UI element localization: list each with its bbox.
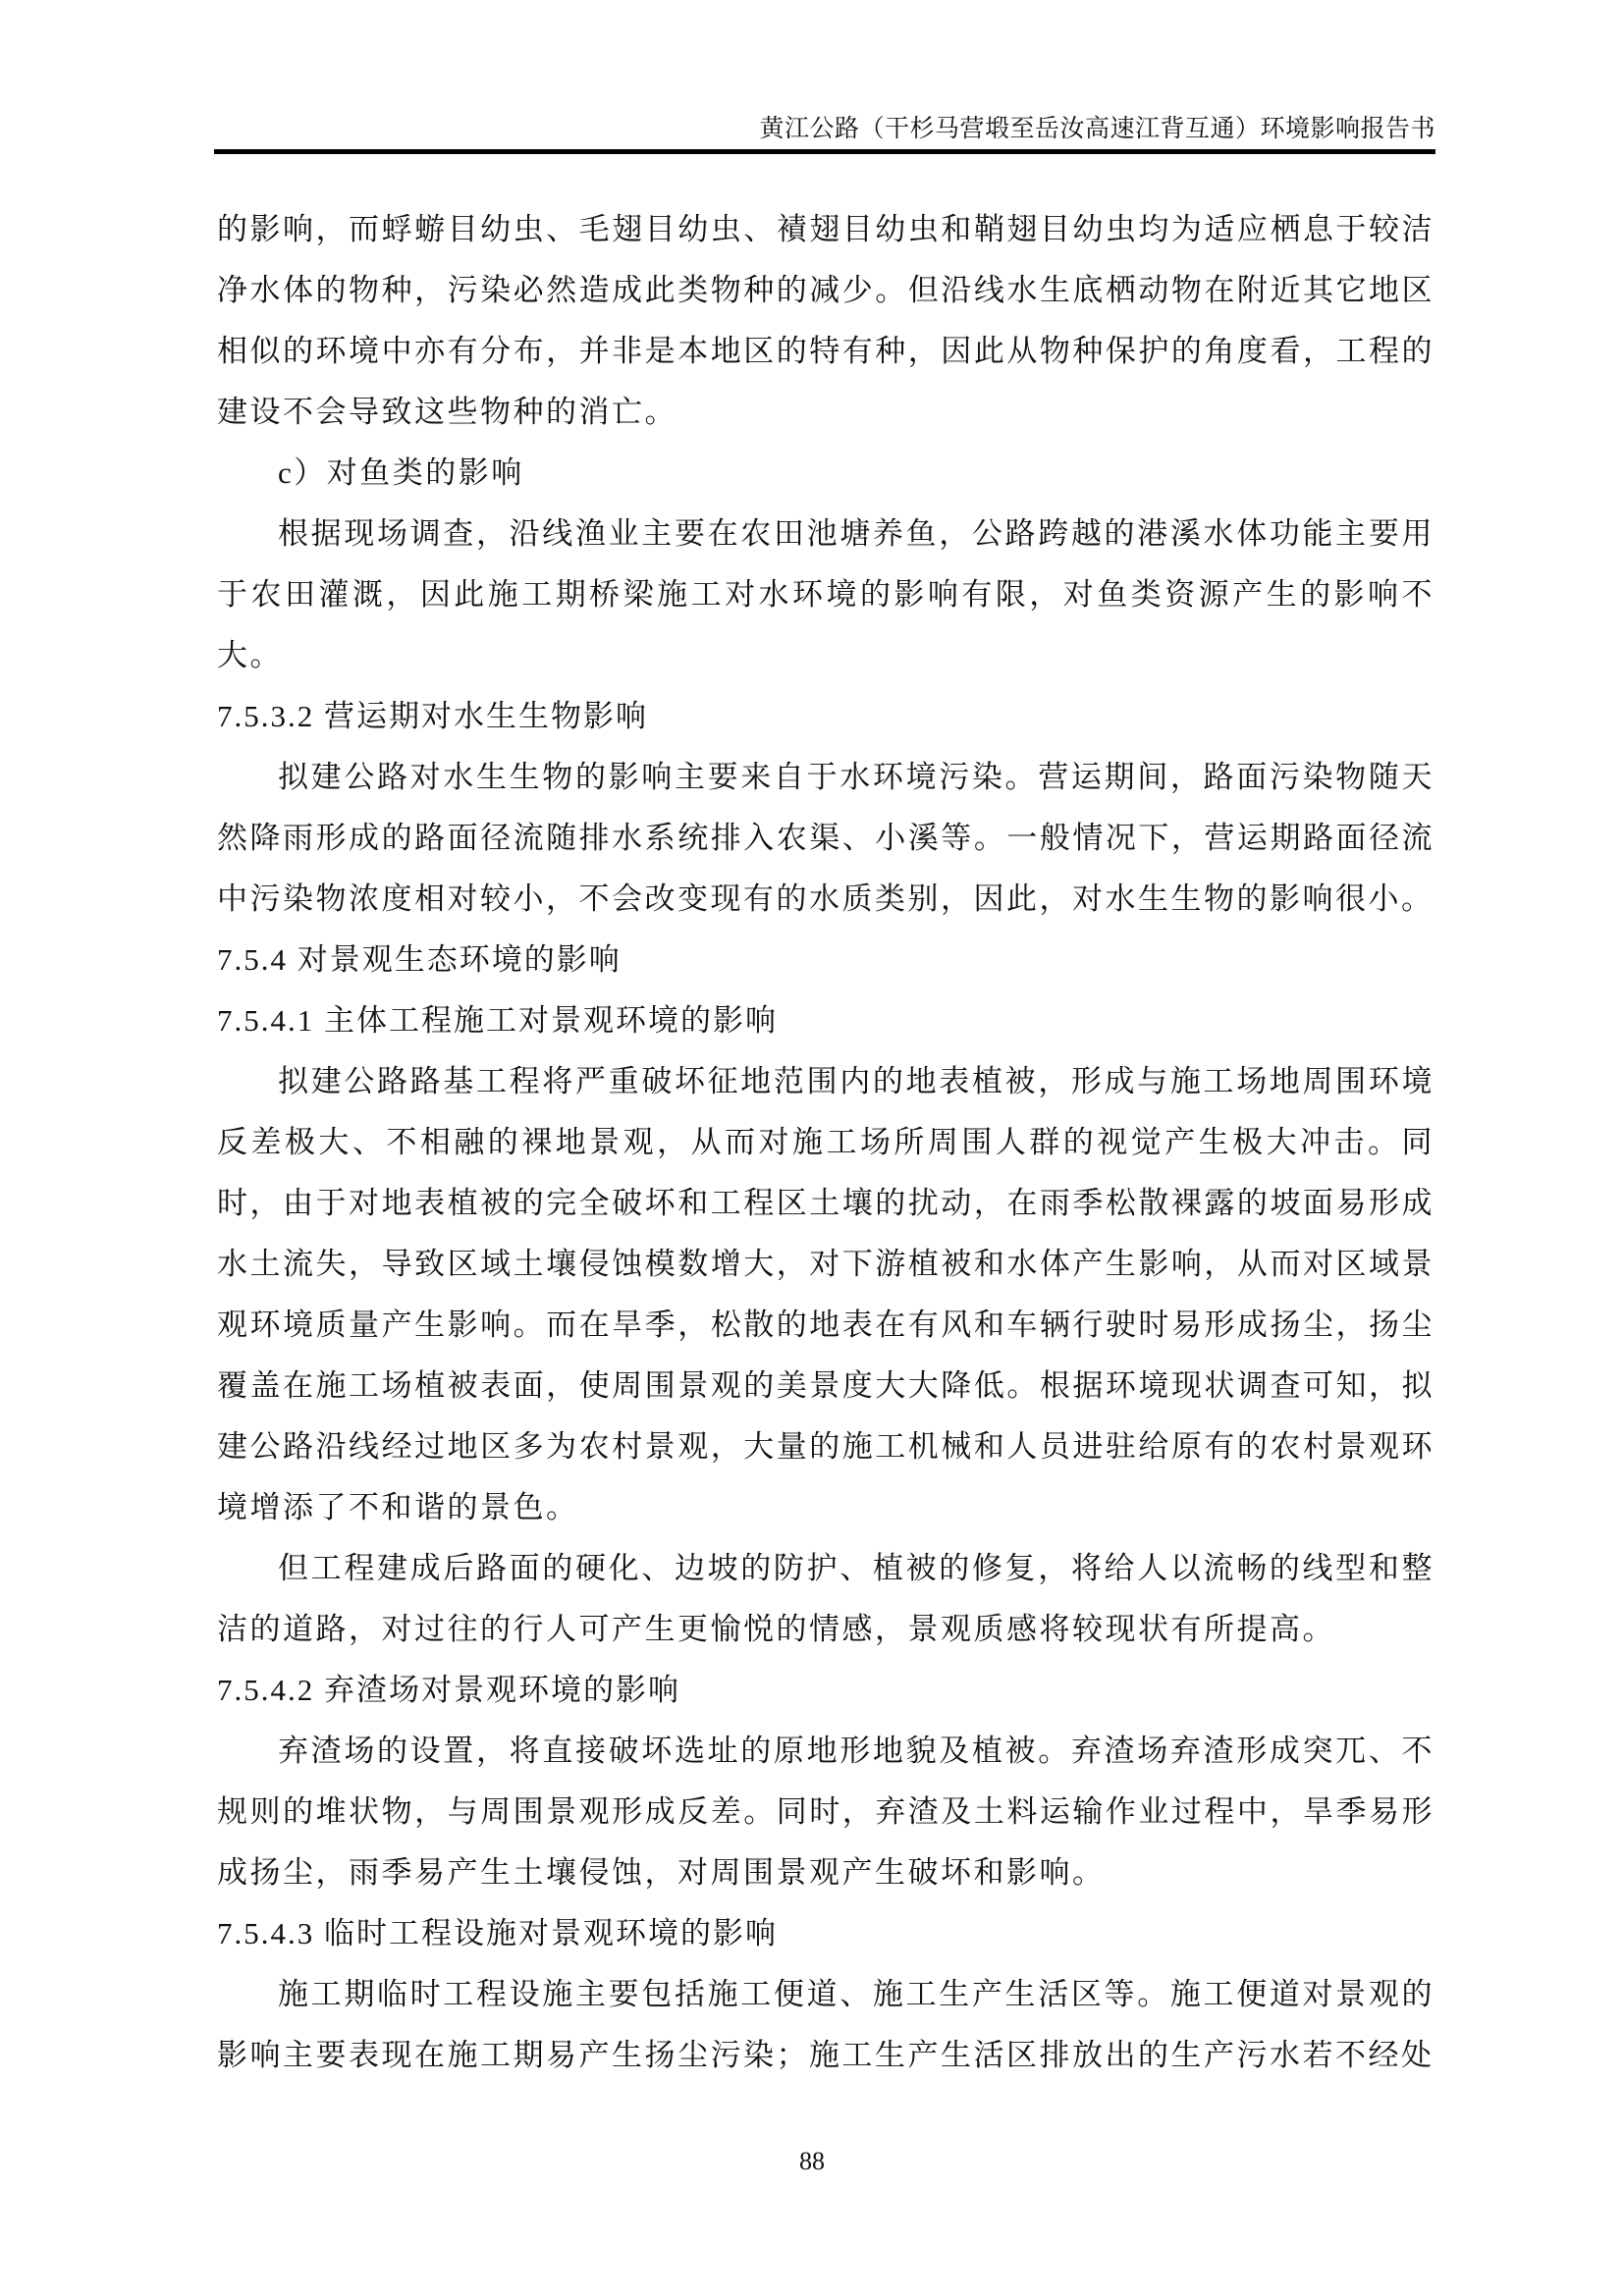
paragraph-main-construction-impact: 拟建公路路基工程将严重破坏征地范围内的地表植被，形成与施工场地周围环境反差极大、不相融的裸地景观，从而对施工场所周围人群的视觉产生极大冲击。同时，由于对地表植被的完全破坏和工程区土壤的扰动，在雨季松散裸露的坡面易形成水土流失，导致区域土壤侵蚀模数增大，对下游植被和水体产生影响，从而对区域景观环境质量产生影响。而在旱季，松散的地表在有风和车辆行驶时易形成扬尘，扬尘覆盖在施工场植被表面，使周围景观的美景度大大降低。根据环境现状调查可知，拟建公路沿线经过地区多为农村景观，大量的施工机械和人员进驻给原有的农村景观环境增添了不和谐的景色。 bbox=[217, 1064, 1435, 1524]
page-number: 88 bbox=[799, 2147, 825, 2175]
page-footer bbox=[0, 2145, 1624, 2178]
heading-7-5-4-2: 7.5.4.2 弃渣场对景观环境的影响 bbox=[217, 1673, 680, 1707]
paragraph-temporary-facilities-impact: 施工期临时工程设施主要包括施工便道、施工生产生活区等。施工便道对景观的影响主要表现在施工期易产生扬尘污染；施工生产生活区排放出的生产污水若不经处 bbox=[217, 1977, 1435, 2072]
heading-7-5-4-1: 7.5.4.1 主体工程施工对景观环境的影响 bbox=[217, 1003, 778, 1038]
paragraph-benthos-continuation: 的影响，而蜉蝣目幼虫、毛翅目幼虫、襀翅目幼虫和鞘翅目幼虫均为适应栖息于较洁净水体的物种，污染必然造成此类物种的减少。但沿线水生底栖动物在附近其它地区相似的环境中亦有分布，并非是本地区的特有种，因此从物种保护的角度看，工程的建设不会导致这些物种的消亡。 bbox=[217, 212, 1435, 429]
paragraph-fish-survey: 根据现场调查，沿线渔业主要在农田池塘养鱼，公路跨越的港溪水体功能主要用于农田灌溉，因此施工期桥梁施工对水环境的影响有限，对鱼类资源产生的影响不大。 bbox=[217, 516, 1435, 672]
document-body bbox=[217, 199, 1435, 2086]
heading-7-5-3-2: 7.5.3.2 营运期对水生生物影响 bbox=[217, 699, 648, 733]
paragraph-post-construction-improvement: 但工程建成后路面的硬化、边坡的防护、植被的修复，将给人以流畅的线型和整洁的道路，对过往的行人可产生更愉悦的情感，景观质感将较现状有所提高。 bbox=[217, 1551, 1435, 1646]
heading-7-5-4: 7.5.4 对景观生态环境的影响 bbox=[217, 942, 622, 977]
paragraph-operation-period-impact: 拟建公路对水生生物的影响主要来自于水环境污染。营运期间，路面污染物随天然降雨形成的路面径流随排水系统排入农渠、小溪等。一般情况下，营运期路面径流中污染物浓度相对较小，不会改变现有的水质类别，因此，对水生生物的影响很小。 bbox=[217, 760, 1435, 916]
document-header-title: 黄江公路（干杉马营塅至岳汝高速江背互通）环境影响报告书 bbox=[759, 116, 1435, 142]
subheading-fish-impact: c）对鱼类的影响 bbox=[278, 455, 524, 490]
heading-7-5-4-3: 7.5.4.3 临时工程设施对景观环境的影响 bbox=[217, 1916, 778, 1950]
paragraph-spoil-ground-impact: 弃渣场的设置，将直接破坏选址的原地形地貌及植被。弃渣场弃渣形成突兀、不规则的堆状物，与周围景观形成反差。同时，弃渣及土料运输作业过程中，旱季易形成扬尘，雨季易产生土壤侵蚀，对周围景观产生破坏和影响。 bbox=[217, 1734, 1435, 1890]
header-rule bbox=[214, 149, 1435, 154]
